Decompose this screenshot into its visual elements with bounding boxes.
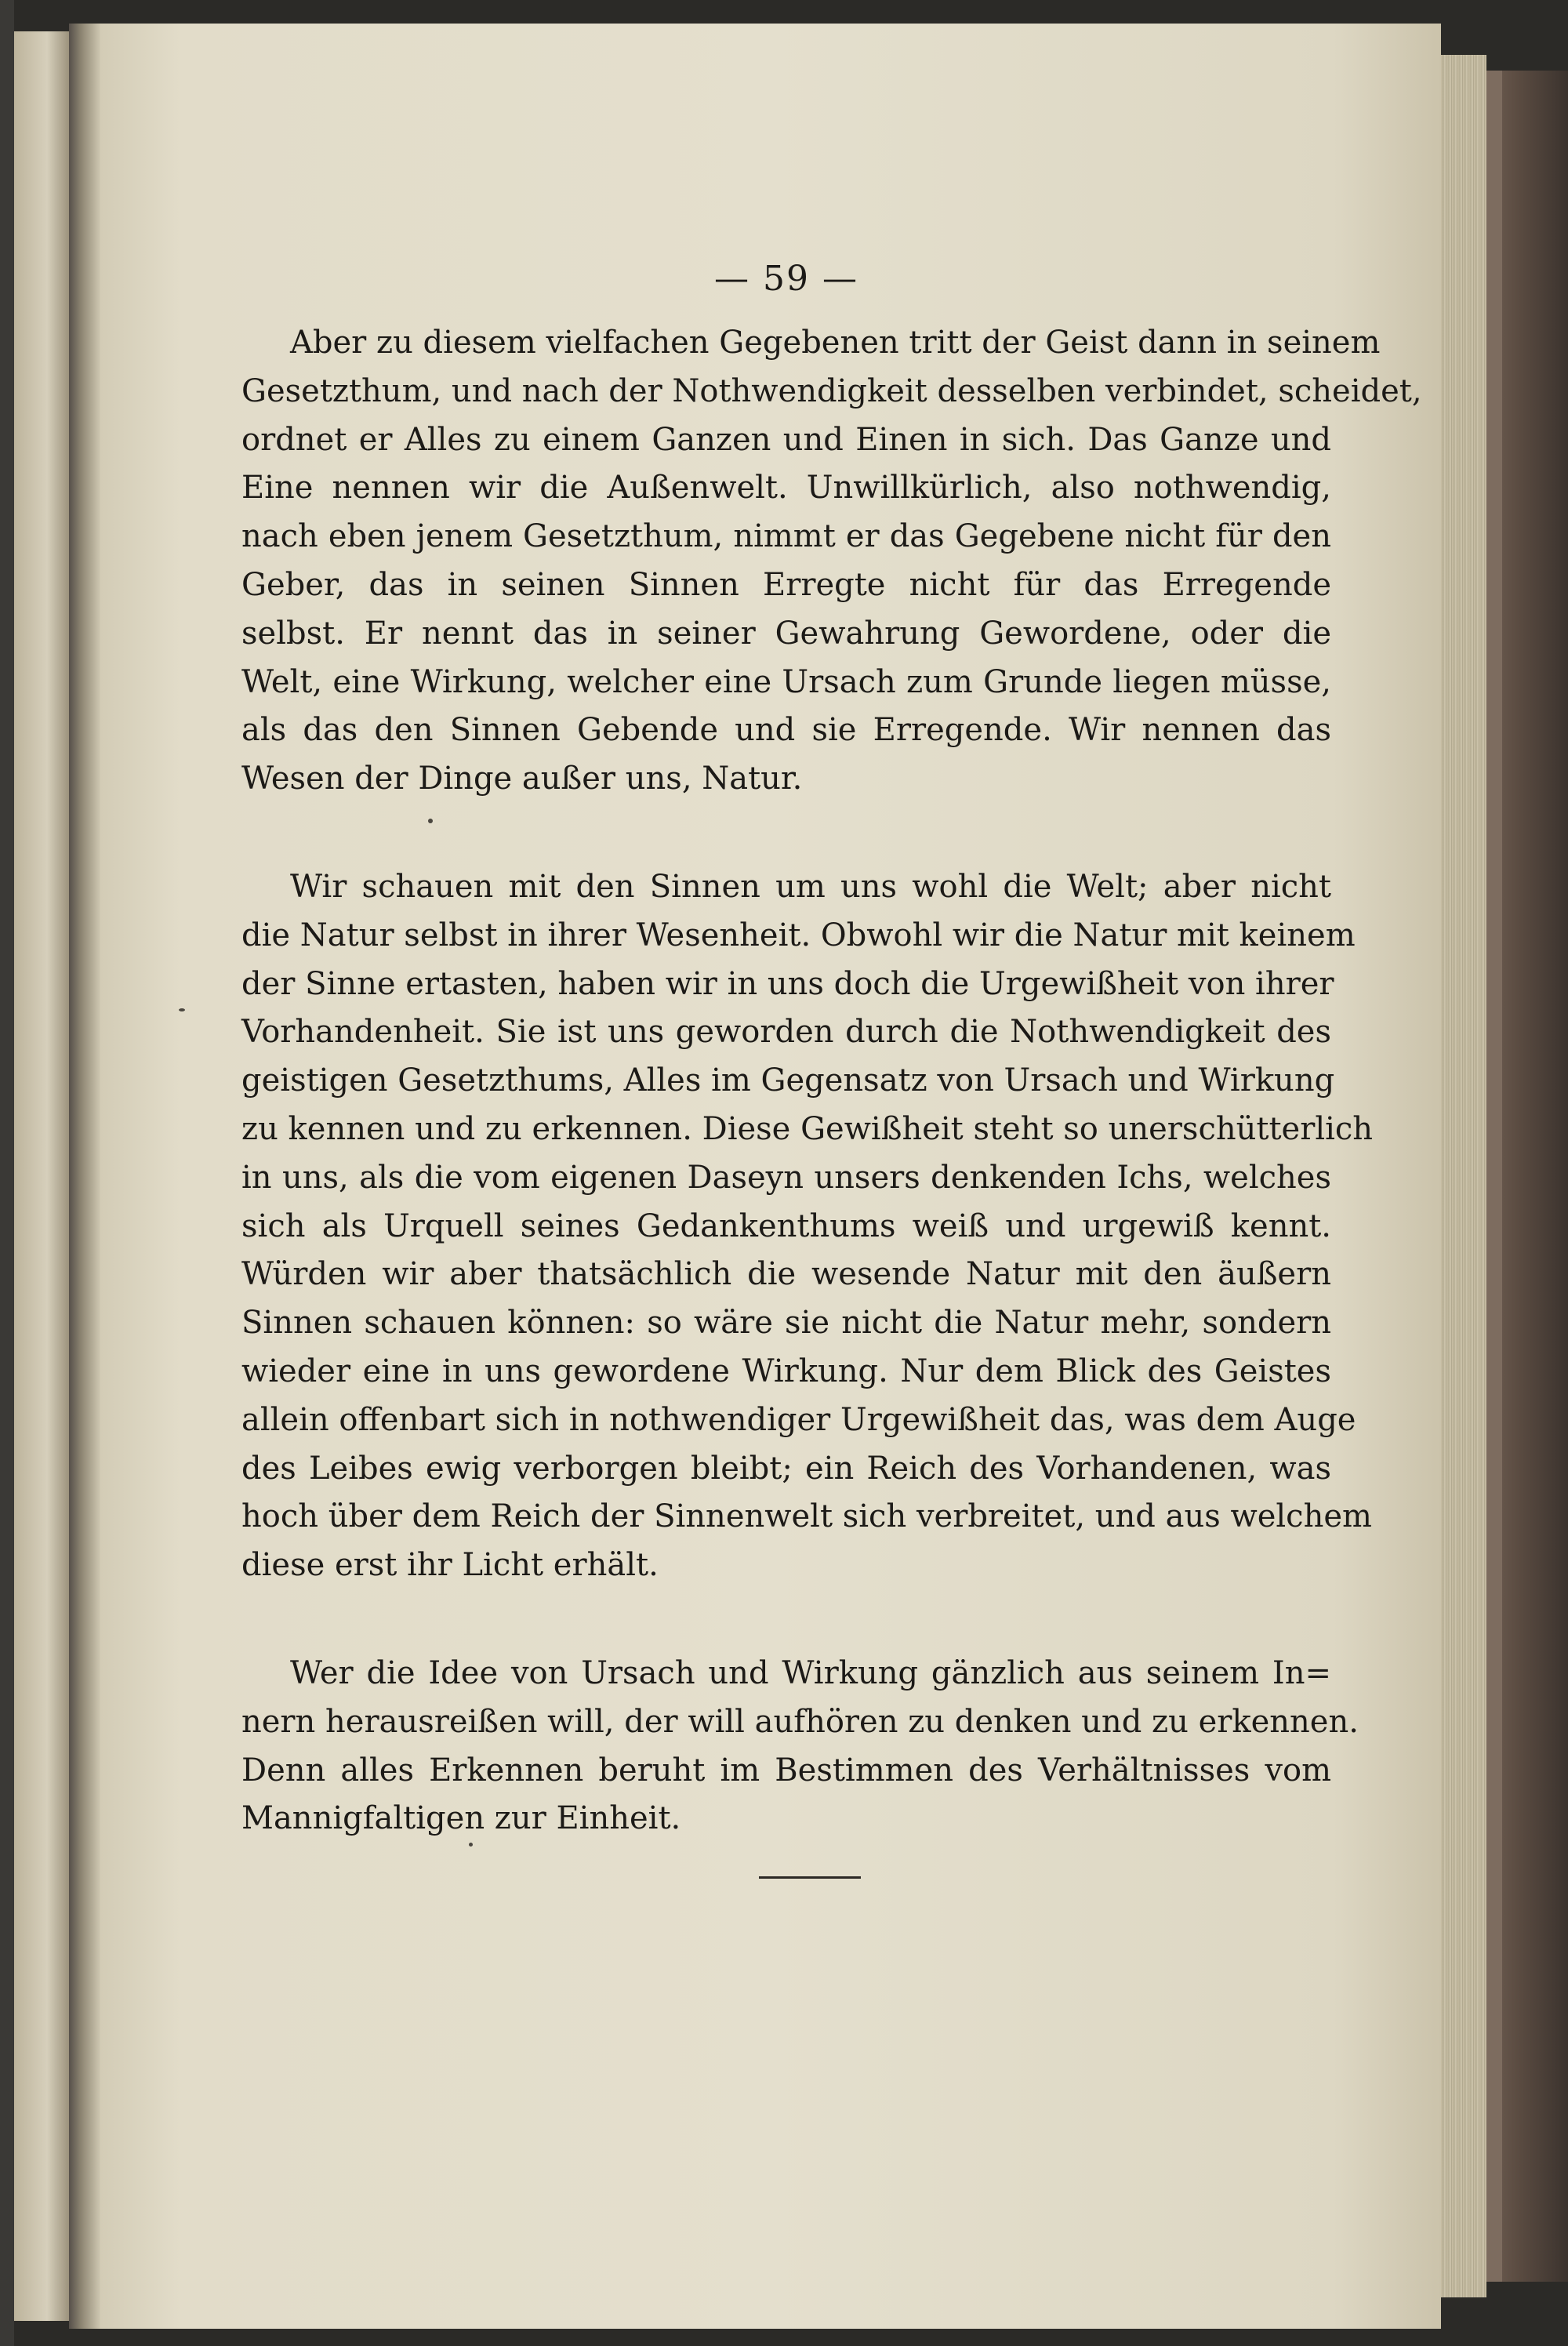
paragraph-1 — [241, 319, 1422, 804]
paragraph-3 — [241, 1650, 1359, 1843]
scan-border-left — [0, 0, 14, 2346]
text-line: Sinnen schauen können: so wäre sie nicht die Natur mehr, sondern — [241, 1305, 1331, 1342]
text-line: nern herausreißen will, der will aufhören zu denken und zu erkennen. — [241, 1703, 1359, 1740]
paragraph-2 — [241, 863, 1374, 1590]
text-line: die Natur selbst in ihrer Wesenheit. Obwohl wir die Natur mit keinem — [241, 917, 1356, 953]
page-edges-stack — [1441, 55, 1486, 2297]
paper-speck — [179, 1008, 185, 1011]
text-line: hoch über dem Reich der Sinnenwelt sich verbreitet, und aus welchem — [241, 1498, 1372, 1535]
text-line: allein offenbart sich in nothwendiger Urgewißheit das, was dem Auge — [241, 1401, 1356, 1438]
text-line: Vorhandenheit. Sie ist uns geworden durch die Nothwendigkeit des — [241, 1014, 1331, 1051]
page-number: — 59 — — [714, 259, 858, 299]
text-line: als das den Sinnen Gebende und sie Erregende. Wir nennen das — [241, 712, 1331, 749]
text-line: Wir schauen mit den Sinnen um uns wohl die Welt; aber nicht — [290, 868, 1331, 905]
text-line: des Leibes ewig verborgen bleibt; ein Reich des Vorhandenen, was — [241, 1450, 1331, 1487]
text-line: der Sinne ertasten, haben wir in uns doch die Urgewißheit von ihrer — [241, 965, 1334, 1002]
text-line: selbst. Er nennt das in seiner Gewahrung Gewordene, oder die — [241, 615, 1331, 652]
text-line: Welt, eine Wirkung, welcher eine Ursach zum Grunde liegen müsse, — [241, 663, 1331, 700]
paper-speck — [469, 1843, 473, 1847]
text-line: ordnet er Alles zu einem Ganzen und Einen in sich. Das Ganze und — [241, 421, 1331, 458]
text-block — [241, 259, 1422, 1843]
text-line: Geber, das in seinen Sinnen Erregte nicht für das Erregende — [241, 566, 1331, 603]
text-line: Würden wir aber thatsächlich die wesende Natur mit den äußern — [241, 1256, 1331, 1293]
text-line: diese erst ihr Licht erhält. — [241, 1547, 659, 1584]
text-line: wieder eine in uns gewordene Wirkung. Nur dem Blick des Geistes — [241, 1353, 1331, 1389]
book-gutter — [69, 24, 100, 2329]
text-line: in uns, als die vom eigenen Daseyn unsers denkenden Ichs, welches — [241, 1159, 1331, 1196]
text-line: geistigen Gesetzthums, Alles im Gegensatz von Ursach und Wirkung — [241, 1062, 1335, 1099]
text-line: Mannigfaltigen zur Einheit. — [241, 1800, 681, 1837]
text-line: zu kennen und zu erkennen. Diese Gewißheit steht so unerschütterlich — [241, 1110, 1374, 1147]
text-line: Wer die Idee von Ursach und Wirkung gänzlich aus seinem In= — [290, 1654, 1331, 1691]
book-cover-edge — [1486, 71, 1568, 2282]
text-line: nach eben jenem Gesetzthum, nimmt er das Gegebene nicht für den — [241, 518, 1331, 555]
section-divider-rule — [759, 1876, 861, 1879]
book-page — [100, 24, 1441, 2329]
text-line: sich als Urquell seines Gedankenthums weiß und urgewiß kennt. — [241, 1208, 1331, 1244]
text-line: Denn alles Erkennen beruht im Bestimmen des Verhältnisses vom — [241, 1752, 1331, 1789]
text-line: Gesetzthum, und nach der Nothwendigkeit desselben verbindet, scheidet, — [241, 372, 1422, 409]
text-line: Aber zu diesem vielfachen Gegebenen tritt der Geist dann in seinem — [290, 325, 1381, 361]
text-line: Wesen der Dinge außer uns, Natur. — [241, 761, 803, 797]
facing-page-edge — [14, 31, 71, 2321]
text-line: Eine nennen wir die Außenwelt. Unwillkürlich, also nothwendig, — [241, 470, 1331, 507]
paper-speck — [428, 819, 433, 823]
